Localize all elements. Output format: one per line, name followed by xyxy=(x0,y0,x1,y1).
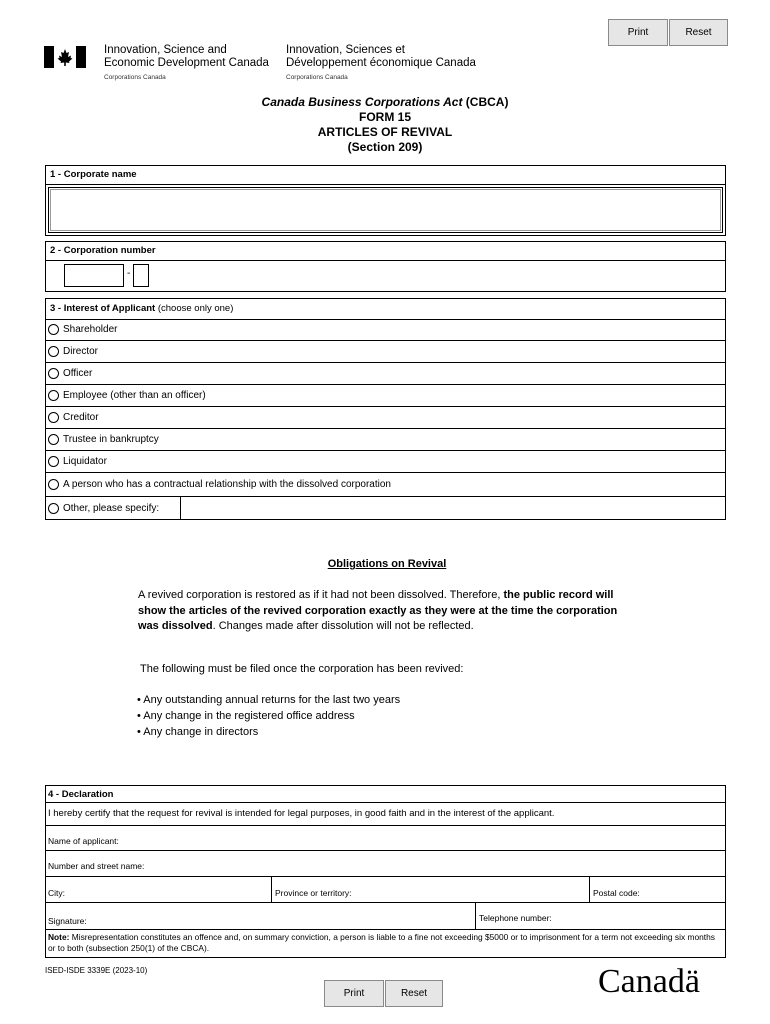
header-en-small: Corporations Canada xyxy=(104,74,166,81)
print-button-top[interactable]: Print xyxy=(608,19,668,46)
p1-end: . Changes made after dissolution will not be reflected. xyxy=(212,620,474,632)
obligations-bullet-1: • Any outstanding annual returns for the last two years xyxy=(137,694,401,706)
obligations-paragraph-2: The following must be filed once the corporation has been revived: xyxy=(140,663,464,675)
reset-button-top[interactable]: Reset xyxy=(669,19,728,46)
option-label: Trustee in bankruptcy xyxy=(63,434,159,445)
radio-trustee[interactable] xyxy=(48,434,59,445)
section2-label: 2 - Corporation number xyxy=(50,245,156,256)
signature-label: Signature: xyxy=(48,916,87,926)
radio-employee[interactable] xyxy=(48,390,59,401)
province-input[interactable] xyxy=(370,877,588,902)
certify-text: I hereby certify that the request for revival is intended for legal purposes, in good faith and in the interest of the applicant. xyxy=(48,808,555,819)
section3-title: 3 - Interest of Applicant xyxy=(50,303,156,314)
corporate-name-input[interactable] xyxy=(48,187,723,233)
declaration-note xyxy=(48,932,723,954)
option-shareholder[interactable] xyxy=(45,319,726,341)
option-label: Shareholder xyxy=(63,324,118,335)
radio-liquidator[interactable] xyxy=(48,456,59,467)
section2-divider xyxy=(45,260,726,261)
option-label: A person who has a contractual relationship with the dissolved corporation xyxy=(63,479,391,490)
print-button-bottom[interactable]: Print xyxy=(324,980,384,1007)
radio-contractual[interactable] xyxy=(48,479,59,490)
radio-other[interactable] xyxy=(48,503,59,514)
signature-telephone-divider xyxy=(475,902,476,929)
header-en-line2: Economic Development Canada xyxy=(104,57,269,69)
street-label: Number and street name: xyxy=(48,861,145,871)
city-label: City: xyxy=(48,888,65,898)
telephone-input[interactable] xyxy=(570,903,725,928)
header-fr-line1: Innovation, Sciences et xyxy=(286,44,405,56)
act-abbr: (CBCA) xyxy=(462,95,509,109)
canada-wordmark: Canadä xyxy=(598,963,700,1000)
form-title-act xyxy=(0,95,770,110)
section3-label xyxy=(50,303,233,314)
form-section: (Section 209) xyxy=(347,140,423,154)
option-label: Officer xyxy=(63,368,93,379)
option-label: Liquidator xyxy=(63,456,107,467)
option-contractual[interactable] xyxy=(45,473,726,497)
other-specify-input[interactable] xyxy=(180,497,725,519)
option-trustee[interactable] xyxy=(45,429,726,451)
street-input[interactable] xyxy=(165,851,725,876)
option-label: Other, please specify: xyxy=(63,502,160,514)
act-name: Canada Business Corporations Act xyxy=(261,95,463,109)
radio-officer[interactable] xyxy=(48,368,59,379)
corporation-number-dash: - xyxy=(127,268,131,279)
form-code: ISED-ISDE 3339E (2023-10) xyxy=(45,966,148,975)
header-fr-small: Corporations Canada xyxy=(286,74,348,81)
note-label: Note: xyxy=(48,932,70,942)
province-label: Province or territory: xyxy=(275,888,352,898)
corporation-number-input[interactable] xyxy=(64,264,124,287)
option-officer[interactable] xyxy=(45,363,726,385)
city-input[interactable] xyxy=(70,877,270,902)
p1-bold: the public record will show the articles of the revived corporation exactly as they were at the time the corporation was dissolved xyxy=(138,589,618,632)
section4-divider-1 xyxy=(45,802,726,803)
option-label: Employee (other than an officer) xyxy=(63,390,206,401)
obligations-paragraph-1 xyxy=(138,588,638,635)
obligations-bullet-2: • Any change in the registered office address xyxy=(137,710,355,722)
option-creditor[interactable] xyxy=(45,407,726,429)
form-number: FORM 15 xyxy=(358,110,411,124)
postal-input[interactable] xyxy=(652,877,725,902)
postal-label: Postal code: xyxy=(593,888,640,898)
radio-director[interactable] xyxy=(48,346,59,357)
section4-label: 4 - Declaration xyxy=(48,789,114,800)
note-text: Misrepresentation constitutes an offence and, on summary conviction, a person is liable to a fine not exceeding $5000 or to imprisonment for a term not exceeding six months or to both (subsection 250(1) of the CBCA). xyxy=(48,932,715,953)
radio-shareholder[interactable] xyxy=(48,324,59,335)
telephone-label: Telephone number: xyxy=(479,913,552,923)
option-liquidator[interactable] xyxy=(45,451,726,473)
corporation-number-check-input[interactable] xyxy=(133,264,149,287)
section1-divider xyxy=(45,184,726,185)
section3-note: (choose only one) xyxy=(155,303,234,314)
signature-input[interactable] xyxy=(100,903,474,928)
obligations-bullet-3: • Any change in directors xyxy=(137,726,259,738)
obligations-heading: Obligations on Revival xyxy=(327,558,447,570)
option-label: Creditor xyxy=(63,412,99,423)
form-name: ARTICLES OF REVIVAL xyxy=(317,125,453,139)
reset-button-bottom[interactable]: Reset xyxy=(385,980,443,1007)
canada-flag-icon xyxy=(44,46,86,68)
option-employee[interactable] xyxy=(45,385,726,407)
province-postal-divider xyxy=(589,876,590,903)
radio-creditor[interactable] xyxy=(48,412,59,423)
applicant-name-label: Name of applicant: xyxy=(48,836,119,846)
city-province-divider xyxy=(271,876,272,903)
applicant-name-input[interactable] xyxy=(130,826,725,850)
option-director[interactable] xyxy=(45,341,726,363)
option-label: Director xyxy=(63,346,99,357)
header-fr-line2: Développement économique Canada xyxy=(286,57,476,69)
p1-start: A revived corporation is restored as if it had not been dissolved. Therefore, xyxy=(138,589,504,601)
section1-label: 1 - Corporate name xyxy=(50,169,137,180)
section4-divider-6 xyxy=(45,929,726,930)
header-en-line1: Innovation, Science and xyxy=(104,44,227,56)
